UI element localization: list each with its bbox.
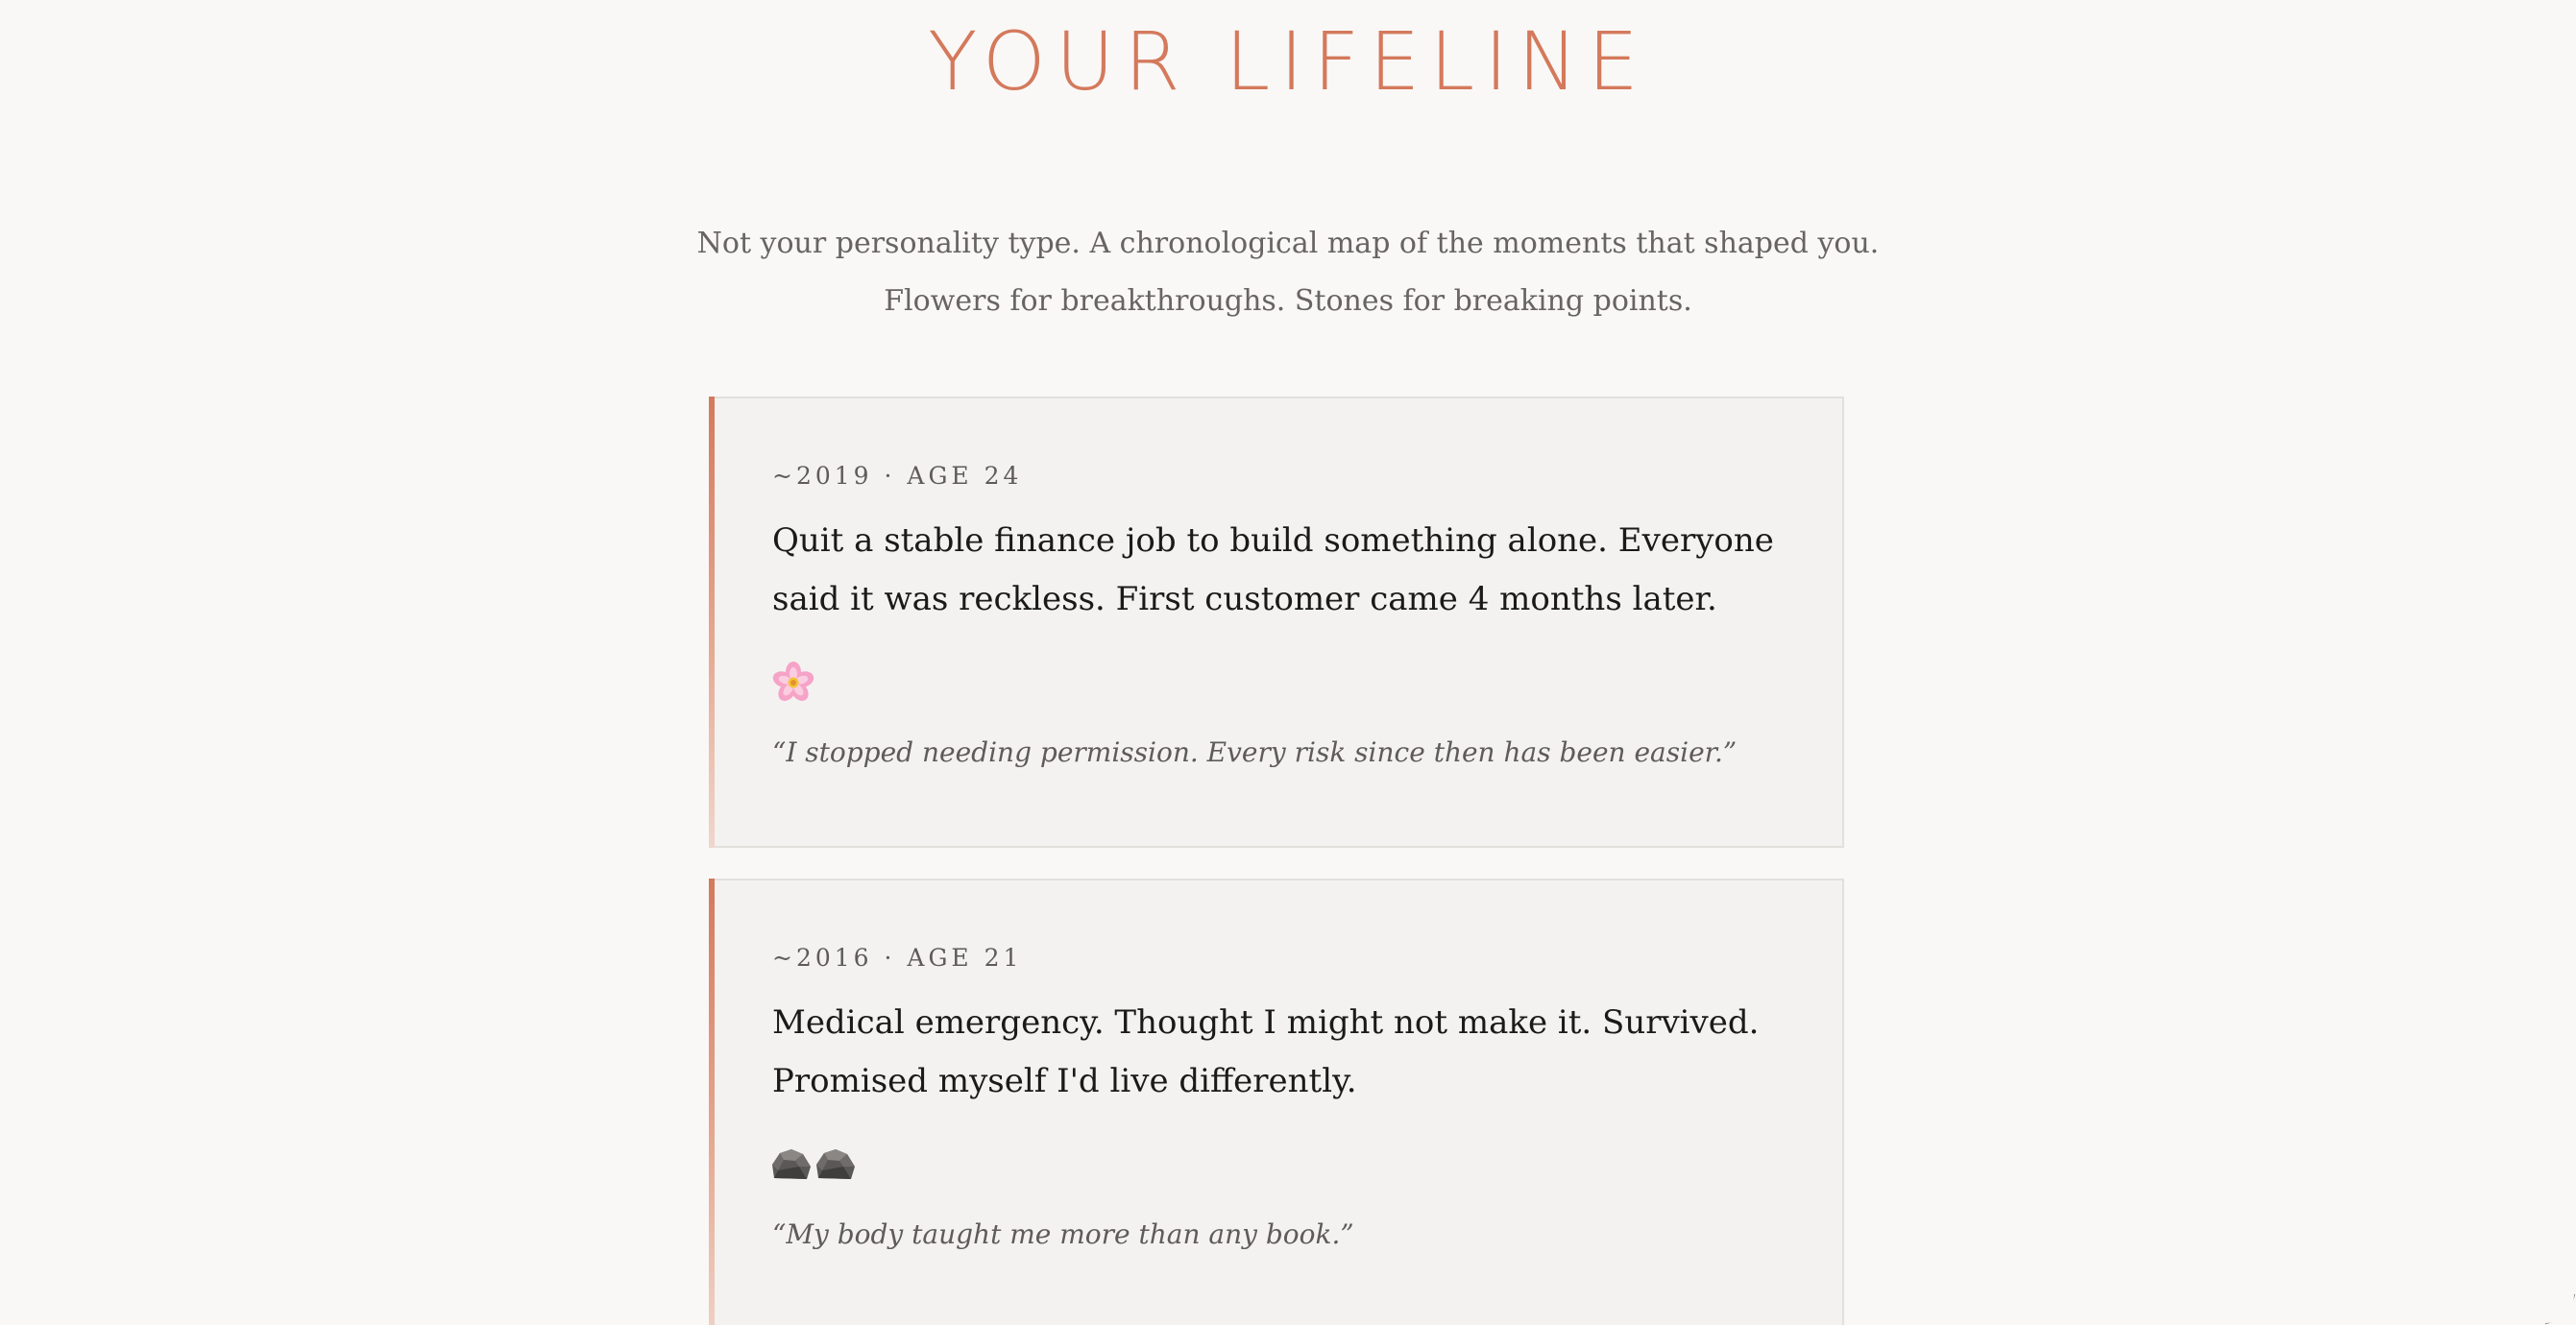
subtitle-line-1: Not your personality type. A chronological map of the moments that shaped you. — [696, 227, 1880, 260]
entry-quote: “I stopped needing permission. Every risk since then has been easier.” — [772, 736, 1738, 768]
page-title: YOUR LIFELINE — [928, 14, 1648, 108]
entry-quote: “My body taught me more than any book.” — [772, 1218, 1354, 1250]
stone-icon — [814, 1145, 857, 1188]
lifeline-entry-card — [709, 397, 1844, 848]
entry-text: Quit a stable finance job to build something alone. Everyone said it was reckless. First customer came 4 months later. — [772, 521, 1774, 618]
window-corner — [2545, 1294, 2576, 1325]
entry-date: ~2016 · AGE 21 — [772, 944, 1023, 972]
page-subtitle — [0, 215, 2576, 330]
stone-icon — [770, 1145, 813, 1188]
subtitle-line-2: Flowers for breakthroughs. Stones for breaking points. — [884, 284, 1692, 318]
entry-markers — [770, 658, 816, 711]
entry-markers — [770, 1140, 857, 1193]
lifeline-entry-card — [709, 879, 1844, 1325]
entry-text: Medical emergency. Thought I might not make it. Survived. Promised myself I'd live differently. — [772, 1003, 1760, 1100]
flower-icon — [770, 660, 816, 710]
entry-date: ~2019 · AGE 24 — [772, 462, 1023, 490]
